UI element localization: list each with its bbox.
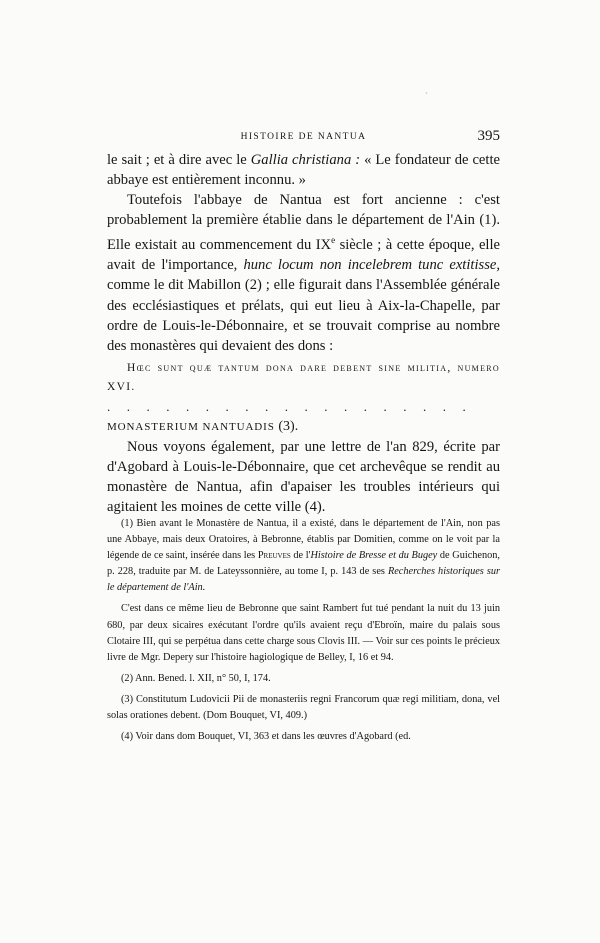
footnote-3: (3) Constitutum Ludovicii Pii de monasteriis regni Francorum quæ regi militiam, dona, vel solas orationes debent. (Dom Bouquet, VI, 409.) xyxy=(107,693,500,722)
ellipsis-dots: ................... xyxy=(107,398,483,414)
running-header xyxy=(107,129,500,149)
running-title: HISTOIRE DE NANTUA xyxy=(240,132,367,142)
footnote-2: (2) Ann. Bened. l. XII, n° 50, I, 174. xyxy=(121,672,271,684)
monasterium-line: MONASTERIUM NANTUADIS (3). xyxy=(107,418,299,434)
footnote-1: (1) Bien avant le Monastère de Nantua, il a existé, dans le département de l'Ain, non pas une Abbaye, mais deux Oratoires, à Bebronne, établis par Domitien, comme on le voit par la légende de ce saint, insérée dans les Preuves de l'Histoire de Bresse et du Bugey de Guichenon, p. 228, traduite par M. de Lateyssonnière, au tome I, p. 143 de ses Recherches historiques sur le département de l'Ain. xyxy=(107,518,501,594)
paragraph-2: Toutefois l'abbaye de Nantua est fort ancienne : c'est probablement la première établie dans le département de l'Ain (1). Elle existait au commencement du IXe siècle ; à cette époque, elle avait de l'importance, hunc locum non incelebrem tunc extitisse, comme le dit Mabillon (2) ; elle figurait dans l'Assemblée générale des ecclésiastiques et prélats, qui eut lieu à Aix-la-Chapelle, par ordre de Louis-le-Débonnaire, et se trouvait comprise au nombre des monastères qui devaient des dons : xyxy=(107,192,501,354)
paragraph-1: le sait ; et à dire avec le Gallia christiana : « Le fondateur de cette abbaye est entièrement inconnu. » xyxy=(107,152,500,189)
main-text xyxy=(107,150,500,517)
page-number: 395 xyxy=(477,128,500,144)
margin-mark-icon: ˎ xyxy=(425,84,428,94)
paragraph-3: Nous voyons également, par une lettre de l'an 829, écrite par d'Agobard à Louis-le-Débonnaire, que cet archevêque se rendit au monastère de Nantua, afin d'apaiser les troubles intérieurs qui agitaient les moines de cette ville (4). xyxy=(107,438,500,516)
footnote-1-continued: C'est dans ce même lieu de Bebronne que saint Rambert fut tué pendant la nuit du 13 juin 680, par deux sicaires exécutant l'ordre qu'ils avaient reçu d'Ebroïn, maire du palais sous Clotaire III, qui se perpétua dans cette charge sous Clovis III. — Voir sur ces points le précieux livre de Mgr. Depery sur l'histoire hagiologique de Belley, I, 16 et 94. xyxy=(107,603,500,663)
latin-quotation: Hœc sunt quæ tantum dona dare debent sine militia, numero XVI. xyxy=(107,361,500,393)
footnote-4: (4) Voir dans dom Bouquet, VI, 363 et dans les œuvres d'Agobard (ed. xyxy=(121,731,411,743)
footnotes xyxy=(107,516,500,745)
